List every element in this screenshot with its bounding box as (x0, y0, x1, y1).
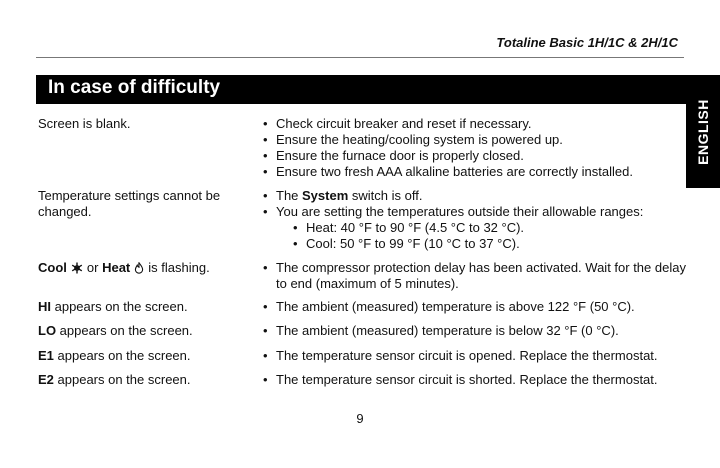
problem-text: Screen is blank. (38, 116, 131, 131)
problem-text: Cool or Heat is flashing. (38, 260, 250, 278)
error-code: LO (38, 323, 57, 338)
solution-item: • Check circuit breaker and reset if necessary. (260, 116, 700, 132)
solution-item: • The ambient (measured) temperature is below 32 °F (0 °C). (260, 323, 700, 339)
solution-item: • The compressor protection delay has been activated. Wait for the delay to end (maximum of 5 minutes). (260, 260, 700, 292)
snowflake-icon (71, 262, 83, 278)
solution-list (260, 323, 700, 339)
problem-text: E1 appears on the screen. (38, 348, 191, 363)
problem-text: LO appears on the screen. (38, 323, 193, 338)
header-rule (36, 57, 684, 58)
solution-item: • You are setting the temperatures outside their allowable ranges: • Heat: 40 °F to 90 °F (4.5 °C to 32 °C). • Cool: 50 °F to 99 °F (10 °C to 37 °C). (260, 204, 700, 252)
solution-list (260, 260, 700, 292)
solution-list (260, 299, 700, 315)
page-number: 9 (356, 411, 364, 426)
language-tab-label: ENGLISH (695, 98, 711, 165)
solution-item: • The ambient (measured) temperature is above 122 °F (50 °C). (260, 299, 700, 315)
system-switch-label: System (302, 188, 349, 203)
solution-item: • Ensure two fresh AAA alkaline batteries are correctly installed. (260, 164, 700, 180)
solution-list (260, 348, 700, 364)
flame-icon (134, 262, 144, 278)
error-code: HI (38, 299, 51, 314)
solution-list (260, 372, 700, 388)
range-list (290, 220, 700, 252)
solution-item: • The temperature sensor circuit is opened. Replace the thermostat. (260, 348, 700, 364)
heat-range: • Heat: 40 °F to 90 °F (4.5 °C to 32 °C). (290, 220, 700, 236)
cool-range: • Cool: 50 °F to 99 °F (10 °C to 37 °C). (290, 236, 700, 252)
problem-text: Temperature settings cannot be changed. (38, 188, 221, 219)
error-code: E1 (38, 348, 54, 363)
solution-item: • Ensure the furnace door is properly closed. (260, 148, 700, 164)
solution-item: • The System switch is off. (260, 188, 700, 204)
running-header: Totaline Basic 1H/1C & 2H/1C (496, 35, 678, 50)
solution-list (260, 188, 700, 252)
solution-list (260, 116, 700, 180)
solution-item: • The temperature sensor circuit is shorted. Replace the thermostat. (260, 372, 700, 388)
section-title: In case of difficulty (48, 77, 221, 98)
problem-text: E2 appears on the screen. (38, 372, 191, 387)
problem-text: HI appears on the screen. (38, 299, 188, 314)
error-code: E2 (38, 372, 54, 387)
section-title-bar (36, 75, 686, 104)
solution-item: • Ensure the heating/cooling system is powered up. (260, 132, 700, 148)
